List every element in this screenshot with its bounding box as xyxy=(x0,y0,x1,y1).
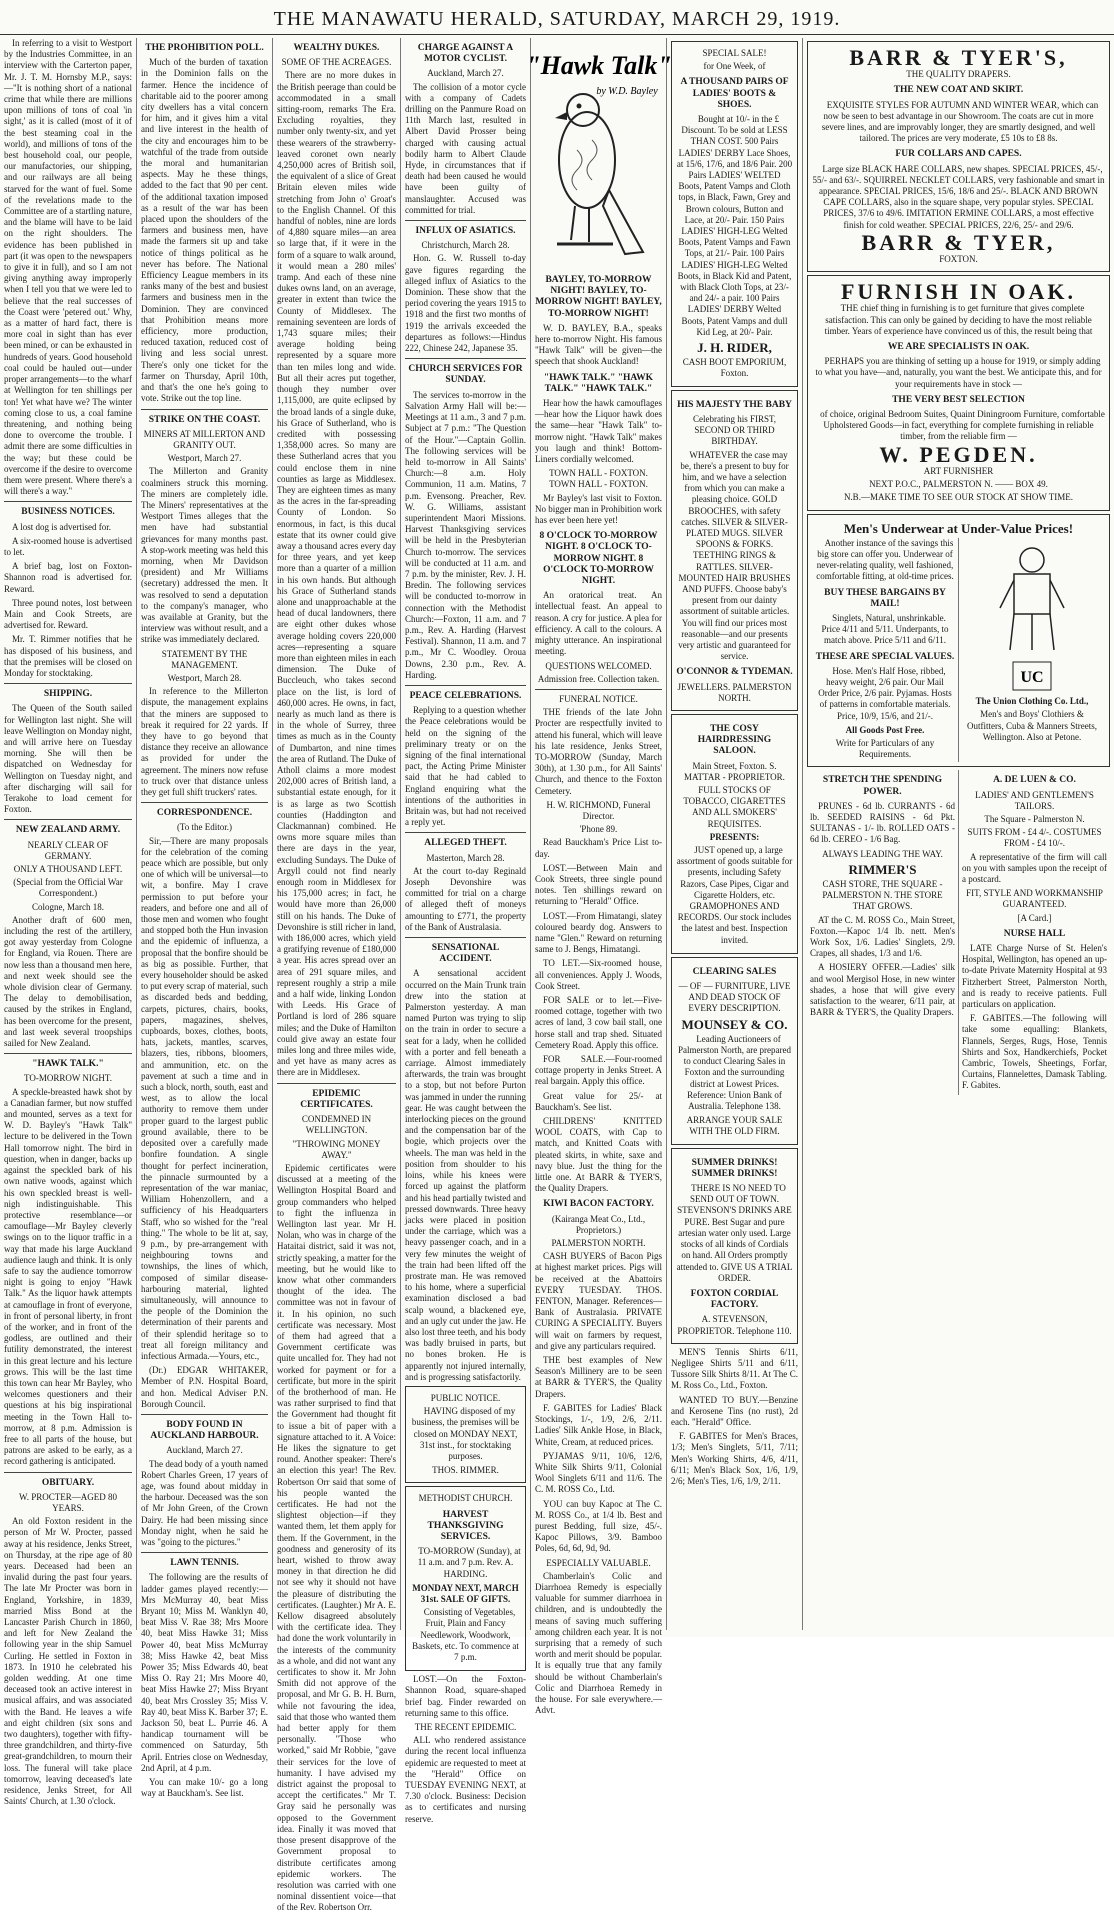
summer-drinks-ad xyxy=(671,1148,798,1344)
section-heading: CORRESPONDENCE. xyxy=(156,808,253,819)
svg-text:UC: UC xyxy=(1020,668,1044,686)
article-text: Hon. G. W. Russell to-day gave figures regarding the alleged influx of Asiatics to the Dominion. These show that the period covering the years 1915 to 1918 and the first two months of 1919 the arrivals exceeded the departures as follows:—Hindus 222, Chinese 242, Japanese 35. xyxy=(405,253,526,354)
column-5 xyxy=(525,38,672,1716)
ad-text: Leading Auctioneers of Palmerston North, are prepared to conduct Clearing Sales in Foxton and the surrounding district at Lowest Prices. Reference: Union Bank of Australia. Telephone 138. xyxy=(678,1033,791,1112)
article-text: At the court to-day Reginald Joseph Devonshire was committed for trial on a charge of alleged theft of moneys amounting to £771, the property of the Bank of Australasia. xyxy=(405,865,526,932)
ad-firm-sub: FOXTON. xyxy=(939,254,978,265)
ad-text: Large size BLACK HARE COLLARS, new shapes. SPECIAL PRICES, 45/-, 55/- and 63/-. SQUIRREL NECKLET COLLARS, very fashionable and smart in appearance. SPECIAL PRICES, 15/6, 18/6 and 25/-. BLACK AND BROWN CAPE COLLARS, also in the square shape, very popular styles. SPECIAL PRICES, 37/6 to 49/6. IMITATION ERMINE COLLARS, a most effective finish for cold weather. SPECIAL PRICES, 22/6, 25/- and 29/6. xyxy=(812,163,1105,230)
notice: AT the C. M. ROSS Co., Main Street, Foxton.—Kapoc 1/4 lb. nett. Men's Work Sox, 1/6. Ladies' Singlets, 2/9. Crapes, all shades, 1/3 and 1/6. xyxy=(810,914,955,959)
clearing-sales-ad xyxy=(671,957,798,1145)
ad-subtitle: MONDAY NEXT, MARCH 31st. SALE OF GIFTS. xyxy=(412,1582,519,1604)
section-heading: BODY FOUND IN AUCKLAND HARBOUR. xyxy=(150,1419,259,1442)
ad-text: THERE IS NO NEED TO SEND OUT OF TOWN. STEVENSON'S DRINKS ARE PURE. Best Sugar and pure artesian water only used. Large stocks of all kinds of Cordials on hand. All Orders promptly attended to. GIVE US A TRIAL ORDER. xyxy=(676,1183,793,1283)
ad-subtitle: THE VERY BEST SELECTION xyxy=(892,394,1025,405)
article-text: A sensational accident occurred on the Main Trunk train drew into the station at Palmerston yesterday. A man named Purton was trying to slip on the train in order to secure a seat for a lady, when he collided with a porter and fell beneath a carriage. Almost immediately afterwards, the train was brought to a stop, but not before Purton was jammed in under the running gear. He was caught between the interlocking pieces on the ground and the compensation bar of the bogie, which projects over the wheels. The man was held in the position from shoulder to his loins, while his knees were forced up against the platform and his head partially twisted and pressed downwards. Three heavy jacks were placed in position under the carriage, which was a heavy passenger coach, and in a very few minutes the weight of the train had been lifted off the prostrate man. He was removed to his home, where a superficial examination disclosed a bad scalp wound, a blackened eye, and an ugly cut under the jaw. He also lost three teeth, and his body was badly bruised in parts, but no bones broken. He is apparently not injured internally, and is progressing satisfactorily. xyxy=(405,968,526,1382)
ad-text: An oratorical treat. An intellectual feast. An appeal to reason. A cry for justice. A plea for efficiency. A call to the colours. A mighty utterance. An inspirational meeting. xyxy=(535,590,662,657)
hawk-illustration xyxy=(525,38,672,270)
ad-line: SUITS FROM - £4 4/-. COSTUMES FROM - £4 10/-. xyxy=(967,827,1102,849)
baby-gifts-ad xyxy=(671,390,798,711)
ad-line: QUESTIONS WELCOMED. xyxy=(545,660,652,671)
subheading: TO-MORROW NIGHT. xyxy=(24,1073,112,1084)
ad-subheading: — OF — FURNITURE, LIVE AND DEAD STOCK OF EVERY DESCRIPTION. xyxy=(678,981,791,1014)
section-heading: LAWN TENNIS. xyxy=(170,1558,239,1569)
subheading: (Kairanga Meat Co., Ltd., Proprietors.) xyxy=(551,1213,646,1235)
ad-title: SUMMER DRINKS! SUMMER DRINKS! xyxy=(691,1157,778,1179)
ad-text: Mr Bayley's last visit to Foxton. No bigger man in Prohibition work has ever been here yet! xyxy=(535,492,662,526)
ad-text: W. D. BAYLEY, B.A., speaks here to-morrow Night. His famous "Hawk Talk" will be given—the speech that shook Auckland! xyxy=(535,322,662,367)
section-heading: KIWI BACON FACTORY. xyxy=(543,1199,654,1210)
ad-title: Men's Underwear at Under-Value Prices! xyxy=(843,520,1074,536)
notice: Great value for 25/- at Bauckham's. See list. xyxy=(535,1090,662,1112)
subheading: MINERS AT MILLERTON AND GRANITY OUT. xyxy=(143,428,266,450)
ad-firm-name: FOXTON CORDIAL FACTORY. xyxy=(690,1288,779,1311)
ad-text: WHATEVER the case may be, there's a present to buy for him, and we have a selection from which you can make a pleasing choice. GOLD BROOCHES, with safety catches. SILVER & SILVER-PLATED MUGS. SILVER SPOONS & FORKS. TEETHING RINGS & RATTLES. SILVER-MOUNTED HAIR BRUSHES AND PUFFS. Choose baby's present from our dainty assortment of suitable articles. You will find our prices most reasonable—and our presents very artistic and guaranteed for service. xyxy=(678,449,791,662)
notice: YOU can buy Kapoc at The C. M. ROSS Co., at 1/4 lb. Best and purest Bedding, full size, 45/-. Kapoc Pillows, 3/9. Bamboo Poles, 6d, 6d, 9d, 9d. xyxy=(535,1498,662,1554)
ad-subtitle: WE ARE SPECIALISTS IN OAK. xyxy=(887,342,1030,353)
hairdressing-ad xyxy=(671,714,798,954)
ad-title: NURSE HALL xyxy=(1003,928,1066,939)
article-text: The Queen of the South sailed for Wellington last night. She will leave Wellington on Monday night, and will arrive here on Tuesday morning. She will then be dispatched on Wednesday for Wellington on Tuesday night, and after discharging will sail for Terakohe to load cement for Foxton. xyxy=(4,703,132,815)
ad-firm-name: MOUNSEY & CO. xyxy=(681,1016,788,1032)
section-heading: "HAWK TALK." xyxy=(32,1059,104,1070)
notice: LOST.—Between Main and Cook Streets, three single pound notes. Ten shillings reward on returning to "Herald" Office. xyxy=(535,862,662,907)
ad-line: Admission free. Collection taken. xyxy=(537,673,660,684)
article-text: In referring to a visit to Westport by the Industries Committee, in an interview with the Carterton paper, Mr. J. T. M. Hornsby M.P., says:—"It is nothing short of a national crime that while there are millions upon millions of tons of coal 'in sight,' as it is called (most of it of the best steaming coal in the world), and millions of tons of the best household coal, our people, our manufactories, our shipping, and our railways are all being starved for the want of fuel. Some of the revelations made to the Committee are of a startling nature, and the blame will have to be laid on the right shoulders. The evidence has been published in part (it was open to the newspapers to give it in full), and so I am not giving anything away improperly when I tell you that we were led to believe that the real successes of the Coast were 'petered out.' Why, as a matter of hard fact, there is more coal in sight than has ever been mined, or can be exhausted in hundreds of years. Good household coal could be hauled out—under proper arrangements—to the wharf at Wellington for ten shillings per ton! Yet what have we? The winter coming close to us, a coal famine threatening, and nothing being done to overcome the trouble. I admit there are some difficulties in the way; but these could be overcome if the desire to overcome them were present. Where there's a will there's a way." xyxy=(4,38,132,497)
article-text: The collision of a motor cycle with a company of Cadets drilling on the Panmure Road on 11th March last, resulted in Albert David Prosser being charged with causing actual bodily harm to Albert Claude Hyde, in circumstances that if death had been caused he would have been guilty of manslaughter. Accused was committed for trial. xyxy=(405,81,526,215)
column-2 xyxy=(136,38,272,1799)
section-heading: CHURCH SERVICES FOR SUNDAY. xyxy=(408,364,523,386)
ad-firm-sub: JEWELLERS. PALMERSTON NORTH. xyxy=(677,681,792,703)
column-7-ads xyxy=(802,38,1114,1630)
ad-text: Hear how the hawk camouflages—hear how the Liquor hawk does the same—hear "Hawk Talk" to-morrow night. "Hawk Talk" makes you laugh and think! Bottom-Liners cordially welcomed. xyxy=(535,398,662,465)
ad-firm-sub: THE QUALITY DRAPERS. xyxy=(906,69,1011,80)
venue-line: TOWN HALL - FOXTON. TOWN HALL - FOXTON. xyxy=(549,468,648,490)
ad-firm-name: BARR & TYER'S, xyxy=(849,45,1068,70)
dateline: Westport, March 27. xyxy=(167,453,242,464)
ad-text: HAVING disposed of my business, the premises will be closed on MONDAY NEXT, 31st inst., for stocktaking purposes. xyxy=(411,1406,520,1461)
ad-text: Hose. Men's Half Hose, ribbed, heavy weight, 2/6 pair. Our Mail Order Price, 2/6 pair. Pyjamas. Hosts of patterns in comfortable materials. Price, 10/9, 15/6, and 21/-. xyxy=(818,665,952,721)
subheading: ESPECIALLY VALUABLE. xyxy=(546,1557,651,1568)
column-3 xyxy=(272,38,400,1913)
section-heading: EPIDEMIC CERTIFICATES. xyxy=(300,1088,373,1110)
ad-text: Singlets, Natural, unshrinkable. Price 4/11 and 5/11. Underpants, to match above. Price 5/11 and 6/11. xyxy=(821,612,949,646)
methodist-church-ad xyxy=(405,1486,526,1671)
notice: ALL who rendered assistance during the recent local influenza epidemic are requested to meet at the "Herald" Office on TUESDAY EVENING NEXT, at 7.30 o'clock. Business: Decision as to certificates and nursing reserve. xyxy=(405,1735,526,1824)
ad-title: THE NEW COAT AND SKIRT. xyxy=(893,85,1024,96)
section-heading: SHIPPING. xyxy=(43,689,93,700)
ad-firm-sub: A. STEVENSON, PROPRIETOR. Telephone 110. xyxy=(677,1314,792,1336)
section-heading: BUSINESS NOTICES. xyxy=(21,507,115,518)
section-heading: THE PROHIBITION POLL. xyxy=(145,43,264,53)
hawk-title: "Hawk Talk" xyxy=(525,51,672,80)
ad-heading: 8 O'CLOCK TO-MORROW NIGHT. 8 O'CLOCK TO-MORROW NIGHT. 8 O'CLOCK TO-MORROW NIGHT. xyxy=(539,531,658,587)
subheading: SOME OF THE ACREAGES. xyxy=(281,57,392,68)
article-text: Another draft of 600 men, including the rest of the artillery, got away yesterday from Cologne for England, via Rouen. There are now less than a thousand men here, and next week should see the whole division clear of Germany. The delay to demobilisation, caused by the strikes in England, has been overcome for the present, and last week several troopships sailed for New Zealand. xyxy=(4,914,132,1049)
ad-title: FUR COLLARS AND CAPES. xyxy=(895,149,1022,160)
article-text: An old Foxton resident in the person of Mr W. Procter, passed away at his residence, Jenks Street, on Thursday, at the ripe age of 80 years. Deceased had been an invalid during the past four years. The late Mr Procter was born in England, Yorkshire, in 1839, married Miss Bond at the Lancaster Parish Church in 1860, and left for New Zealand the following year in the ship Samuel Curling. He settled in Foxton in 1873. In 1910 he celebrated his golden wedding. At one time deceased took an active interest in musical affairs, and was associated with the Band. He leaves a wife and eight children (six sons and two daughters), together with fifty-three grandchildren, and thirty-five great-grandchildren, to mourn their loss. The funeral will take place tomorrow, leaving deceased's late residence, Jenks Street, for All Saints' Church, at 1.30 o'clock. xyxy=(4,1516,132,1807)
masthead-title: THE MANAWATU HERALD, SATURDAY, MARCH 29, 1919. xyxy=(273,8,841,30)
ad-firm-name: A. DE LUEN & CO. xyxy=(993,775,1076,786)
ad-title: A THOUSAND PAIRS OF LADIES' BOOTS & SHOES. xyxy=(680,77,789,110)
uc-monogram xyxy=(1012,661,1052,691)
man-in-underwear-illustration xyxy=(972,538,1092,658)
article-text: The dead body of a youth named Robert Charles Green, 17 years of age, was found about midday in the harbour. Deceased was the son of Mr John Green, of the Crown Dairy. He had been missing since Monday night, when he said he was "going to the pictures." xyxy=(141,1458,268,1547)
column-4 xyxy=(400,38,530,1824)
ad-text: of choice, original Bedroom Suites, Quaint Diningroom Furniture, comfortable Upholstered Goods—in fact, everything for complete furnishing in reliable timber, from the reliable firm — xyxy=(820,409,1105,442)
notice: F. GABITES for Men's Braces, 1/3; Men's Singlets, 5/11, 7/11; Men's Working Shirts, 4/6, 4/11, 6/11; Men's Black Sox, 1/6, 1/9, 2/6; Men's Ties, 1/6, 1/9, 2/11. xyxy=(671,1431,798,1486)
ad-title: HARVEST THANKSGIVING SERVICES. xyxy=(427,1509,504,1542)
ad-line: All Goods Post Free. xyxy=(845,724,925,735)
notice: You can make 10/- go a long way at Bauckham's. See list. xyxy=(141,1777,268,1799)
union-clothing-ad xyxy=(807,514,1110,768)
ad-firm-sub: CASH BOOT EMPORIUM, Foxton. xyxy=(682,357,787,379)
ad-text: TO-MORROW (Sunday), at 11 a.m. and 7 p.m. Rev. A. HARDING. xyxy=(417,1546,521,1579)
section-heading: STRIKE ON THE COAST. xyxy=(148,414,261,425)
ad-text: EXQUISITE STYLES FOR AUTUMN AND WINTER WEAR, which can now be seen to best advantage in our Showroom. The coats are cut in more severe lines, and are improvably longer, they are smartly designed, and well tailored. The prices are very moderate, £5 10s to £8 8s. xyxy=(821,99,1099,144)
column-1 xyxy=(0,38,136,1807)
subheading: (To the Editor.) xyxy=(176,822,233,833)
notice: Chamberlain's Colic and Diarrhoea Remedy is especially valuable for summer diarrhoea in children, and is undoubtedly the means of saving much suffering among children each year. It is not surprising that a remedy of such worth and merit should be popular. It is equally true that any family should be without Chamberlain's Colic and Diarrhoea Remedy in the house. For sale everywhere.—Advt. xyxy=(535,1570,662,1716)
ad-firm-sub: LADIES' AND GENTLEMEN'S TAILORS. xyxy=(975,789,1094,811)
article-text: Replying to a question whether the Peace celebrations would be held on the signing of the preliminary treaty or on the signing of the final international pact, the Acting Prime Minister said that he had cabled to England enquiring what the intentions of the authorities in Britain was, but had not received a reply yet. xyxy=(405,705,526,828)
article-text: Much of the burden of taxation in the Dominion falls on the farmer. Hence the incidence of charitable aid to the poorer among city dwellers has a vital concern for him, and it gives him a vital and live interest in the health of the city and encourages him to be watchful of the trade from outside the moral and humanitarian aspects. May he these things, added to the fact that 90 per cent. of the additional taxation imposed as a result of the war has been placed upon the shoulders of the farmers and business men, have made the farmers sit up and take notice of things political as he never has before. The National Efficiency League members in its ranks many of the best and busiest farmers and business men in the Dominion. They are convinced that Prohibition means more efficiency, more production, reduced taxation, reduced cost of living and less social unrest. There's only one ticket for the farmer on Thursday, April 10th, and that's the one he's going to vote. Strike out the top line. xyxy=(141,57,268,404)
article-text: Sir,—There are many proposals for the celebration of the coming peace which are possible, but only one of which will be universal—to wit, a bonfire. May I crave permission to put before your readers, and before one and all of those men and women who fought and stopped both the Hun invasion and the epidemic of influenza, a proposal that the bonfire should be as big as possible. Further, that every householder should be asked to put every scrap of material, such as discarded beds and bedding, carpets, pictures, chairs, books, papers, magazines, shelves, cupboards, boxes, clothes, boots, hats, jackets, mantles, scarves, blazers, ties, ribbons, bloomers, and ammunition, etc. on the pavement at such a time and in such a block, north, south, east and west, as to allow the local authority to remove them under proper guard to the largest public ground available, there to be deposited over a carefully made bonfire foundation. A single thought for perfect incineration, the pinnacle surmounted by a representation of the war maniac, William Hohenzollern, and a sufficiency of his Headquarters Staff, who so wished for the "real thing." The whole to be lit at, say, 9 p.m., by pre-arrangement with neighbouring towns and townships, the lines of which, composed of similar disease-harbouring material, lighted simultaneously, will announce to the people of the Dominion the determination of their parents and of their splendid heritage so to treat all foreign militancy and infectious Armada.—Yours, etc., xyxy=(141,835,268,1361)
phone-line: 'Phone 89. xyxy=(579,824,618,835)
notice: TO LET.—Six-roomed house, all conveniences. Apply J. Woods, Cook Street. xyxy=(535,958,662,991)
ad-firm-name: J. H. RIDER, xyxy=(697,340,772,356)
subheading: CONDEMNED IN WELLINGTON. xyxy=(301,1114,372,1136)
ad-subtitle: THESE ARE SPECIAL VALUES. xyxy=(815,651,955,662)
source-line: (Special from the Official War Correspondent.) xyxy=(13,877,123,899)
subheading: PALMERSTON NORTH. xyxy=(551,1238,646,1249)
dateline: Christchurch, March 28. xyxy=(421,240,510,251)
article-text: The Millerton and Granity coalminers struck this morning. The miners are completely idle. The Miners' representatives at the Westport Times alleges that the men have had substantial grievances for many months past. A stop-work meeting was held this morning, when Mr Davidson (president) and Mr Williams (secretary) addressed the men. It was resolved to send a deputation to the company's manager, who was available at Granity, but the interview was without result, and a strike was immediately declared. xyxy=(141,466,268,645)
ad-firm-name: RIMMER'S xyxy=(848,861,917,877)
notice: LOST.—On the Foxton-Shannon Road, square-shaped brief bag. Finder rewarded on returning same to this office. xyxy=(405,1674,526,1718)
ad-subheading: for One Week, of xyxy=(703,61,766,72)
ad-title: CLEARING SALES xyxy=(692,966,777,977)
column-6 xyxy=(666,38,802,1630)
ad-title: HIS MAJESTY THE BABY xyxy=(677,399,792,410)
signature-text: (Dr.) EDGAR WHITAKER, Member of P.N. Hospital Board, and hon. Medical Adviser P.N. Borough Council. xyxy=(141,1365,268,1409)
notice: FOR SALE.—Four-roomed cottage property in Jenks Street. A real bargain. Apply this office. xyxy=(535,1054,662,1087)
ad-line: [A Card.] xyxy=(1017,912,1052,923)
section-heading: NEW ZEALAND ARMY. xyxy=(15,825,121,836)
ad-subheading: Celebrating his FIRST, SECOND OR THIRD BIRTHDAY. xyxy=(692,413,777,447)
article-text: Epidemic certificates were discussed at a meeting of the Wellington Hospital Board and group commanders who helped to fight the influenza in Wellington last year. Mr H. Nolan, who was in charge of the Hataitai district, said it was not, strictly speaking, a matter for the meeting, but he would like to know what other commanders thought of the idea. The committee was not in favour of it. In his opinion, no such certificate was necessary. Most of them had agreed that a Government certificate was quite uncalled for. They had not worked for payment or for a certificate, but more in the spirit of the brotherhood of man. He was rather surprised to find that the Government had thought fit to issue a bit of paper with a signature attached to it. A Voice: He likes the signature to get round. Another speaker: There's an election this year! The Rev. Robertson Orr said that some of his people wanted the certificates. He had not the slightest objection—if they wanted them, let them apply for them. If the Government, in the goodness and generosity of its heart, wished to throw away money in that direction he did not see why it should not have the pleasure of distributing the certificates. (Laughter.) Mr A. E. Kellow disagreed absolutely with the certificate idea. They had done the work voluntarily in the interests of the community as a whole, and did not want any certificates to show it. Mr John Smith did not approve of the proposal, and Mr G. B. H. Burn, while not favouring the idea, said that those who wanted them had better apply for them personally. "Those who worked," said Mr Robbie, "gave their services for the love of humanity. I have advised my district against the proposal to accept the certificates." Mr T. Gray said he personally was opposed to the Government idea. Finally it was moved that those present disapprove of the Government proposal to distribute certificates among epidemic workers. The resolution was carried with one nominal dissentient voice—that of the Rev. Robertson Orr. xyxy=(277,1162,396,1913)
ad-heading: BAYLEY, TO-MORROW NIGHT! BAYLEY, TO-MORROW NIGHT! BAYLEY, TO-MORROW NIGHT! xyxy=(535,275,662,319)
dateline: Cologne, March 18. xyxy=(32,901,104,912)
public-notice-ad xyxy=(405,1386,526,1483)
ad-text: JUST opened up, a large assortment of goods suitable for presents, including Safety Razors, Case Pipes, Cigar and Cigarette Holders, etc. GRAMOPHONES AND RECORDS. Our stock includes the latest and best. Inspection invited. xyxy=(676,845,793,945)
ad-signature: THOS. RIMMER. xyxy=(432,1465,499,1476)
ad-text: CASH BUYERS of Bacon Pigs at highest market prices. Pigs will be received at the Abattoirs EVERY TUESDAY. THOS. FENTON, Manager. References—Bank of Australasia. PRIVATE CURING A SPECIALITY. Buyers will wait on farmers by request, and give any particulars required. xyxy=(535,1251,662,1351)
ad-subheading: Main Street, Foxton. S. MATTAR - PROPRIETOR. xyxy=(684,760,785,782)
article-text: In reference to the Millerton dispute, the management explains that the miners are supposed to break it required for 22 yards. If they have to go beyond that distance they receive an allowance as provided for under the agreement. The miners now refuse to truck over that distance unless they get full shift truckers' rates. xyxy=(141,686,268,797)
notice: WANTED TO BUY.—Benzine and Kerosene Tins (no rust), 2d each. "Herald" Office. xyxy=(671,1394,798,1427)
notice: THE best examples of New Season's Millinery are to be seen at BARR & TYER'S, the Quality Drapers. xyxy=(535,1355,662,1399)
pegden-oak-ad xyxy=(807,275,1110,510)
ad-heading: SPECIAL SALE! xyxy=(702,48,767,58)
subheading: "THROWING MONEY AWAY." xyxy=(292,1138,381,1160)
ad-line: Write for Particulars of any Requirements. xyxy=(835,737,935,760)
notice: Read Bauckham's Price List to-day. xyxy=(535,837,662,859)
ad-title: THE COSY HAIRDRESSING SALOON. xyxy=(697,723,772,757)
ad-heading: PUBLIC NOTICE. xyxy=(430,1392,501,1403)
ad-firm-name: The Union Clothing Co. Ltd., xyxy=(975,696,1089,707)
notice: A brief bag, lost on Foxton-Shannon road is advertised for. Reward. xyxy=(4,561,132,594)
notice: F. GABITES for Ladies' Black Stockings, 1/-, 1/9, 2/6, 2/11. Ladies' Silk Ankle Hose, in Black, White, Cream, at reduced prices. xyxy=(535,1402,662,1447)
ad-line: ARRANGE YOUR SALE WITH THE OLD FIRM. xyxy=(686,1115,783,1137)
section-heading: FUNERAL NOTICE. xyxy=(559,693,638,704)
notice: FOR SALE or to let.—Five-roomed cottage, together with two acres of land, 3 cow bail stall, one horse stall and trap shed. Situated Cemetery Road. Apply this office. xyxy=(535,994,662,1050)
notice: Mr. T. Rimmer notifies that he has disposed of his business, and that the premises will be closed on Monday for stocktaking. xyxy=(4,634,132,678)
notice: A lost dog is advertised for. xyxy=(12,521,111,532)
notice: LOST.—From Himatangi, slatey coloured beardy dog. Answers to name "Glen." Reward on returning same to J. Bengs, Himatangi. xyxy=(535,910,662,955)
ad-line: PRESENTS: xyxy=(709,831,760,842)
notice: PYJAMAS 9/11, 10/6, 12/6, White Silk Shirts 9/11, Colonial Wool Singlets 6/11 and 11/6. The C. M. ROSS Co., Ltd. xyxy=(535,1450,662,1495)
ad-firm-sub: Men's and Boys' Clothiers & Outfitters, Cuba & Manners Streets, Wellington. Also at Petone. xyxy=(967,709,1097,742)
masthead xyxy=(0,0,1114,35)
section-heading: SENSATIONAL ACCIDENT. xyxy=(431,943,500,965)
ad-address: NEXT P.O.C., PALMERSTON N. —— BOX 49. xyxy=(869,479,1048,490)
dateline: Auckland, March 27. xyxy=(427,68,504,79)
section-heading: WEALTHY DUKES. xyxy=(293,43,380,53)
ad-firm-name: W. PEGDEN. xyxy=(879,441,1038,467)
section-heading: CHARGE AGAINST A MOTOR CYCLIST. xyxy=(417,43,514,65)
ad-line: FIT, STYLE AND WORKMANSHIP GUARANTEED. xyxy=(966,888,1103,910)
section-heading: INFLUX OF ASIATICS. xyxy=(415,226,516,237)
notice: THE friends of the late John Procter are respectfully invited to attend his funeral, which will leave his late residence, Jenks Street, TO-MORROW (Sunday, March 30th), at 1.30 p.m., for All Saints' Church, and thence to the Foxton Cemetery. xyxy=(535,707,662,796)
section-heading: ALLEGED THEFT. xyxy=(424,838,507,849)
ad-firm-name: BARR & TYER, xyxy=(861,229,1056,255)
ad-firm-sub: CASH STORE, THE SQUARE - PALMERSTON N. THE STORE THAT GROWS. xyxy=(822,878,943,912)
article-text: The following are the results of ladder games played recently:—Mrs McMurray 40, beat Miss Bryant 10; Miss M. Wanklyn 40, beat Miss V. Rae 38; Mrs Moore 40, beat Miss Hawke 31; Miss Power 40, beat Miss McMurray 38; Miss Hawke 42, beat Miss Power 35; Miss Edwards 40, beat Miss O. Ray 21; Mrs Moore 40, beat Miss Hawke 27; Miss Bryant 40, beat Mrs Crossley 35; Miss V. Ray 40, beat Miss K. Barber 37; E. Jackson 50, beat L. Purrie 46. A handicap tournament will be commenced on Saturday, 5th April. Entries close on Wednesday, 2nd April, at 4 p.m. xyxy=(141,1572,268,1773)
ad-heading: METHODIST CHURCH. xyxy=(418,1493,513,1504)
notice: CHILDRENS' KNITTED WOOL COATS, with Cap to match, and Knitted Coats with pleated skirts, in white, saxe and navy blue. Just the thing for the little one. At BARR & TYER'S, the Quality Drapers. xyxy=(535,1116,662,1194)
notice: A HOSIERY OFFER.—Ladies' silk and wool Mergisol Hose, in new winter shades, a hose that will give every satisfaction to the wearer, 6/11 pair, at BARR & TYER'S, the Quality Drapers. xyxy=(810,962,955,1018)
barr-tyer-ad xyxy=(807,41,1110,272)
ad-text: Consisting of Vegetables, Fruit, Plain and Fancy Needlework, Woodwork, Baskets, etc. To commence at 7 p.m. xyxy=(412,1607,519,1663)
hawk-byline: by W.D. Bayley xyxy=(595,86,658,97)
subheading: STATEMENT BY THE MANAGEMENT. xyxy=(161,648,248,670)
ad-firm-sub: ART FURNISHER xyxy=(923,465,994,476)
notice: Three pound notes, lost between Main and Cook Streets, are advertised for. Reward. xyxy=(4,597,132,631)
notice: LATE Charge Nurse of St. Helen's Hospital, Wellington, has opened an up-to-date Private Maternity Hospital at 93 Fitzherbert Street, Palmerston North, and is ready to receive patients. Full particulars on application. xyxy=(962,943,1107,1010)
dateline: Westport, March 28. xyxy=(167,672,242,683)
notice: A six-roomed house is advertised to let. xyxy=(4,535,132,557)
ad-text: A representative of the firm will call on you with samples upon the receipt of a postcard. xyxy=(962,851,1107,884)
ad-text: PERHAPS you are thinking of setting up a house for 1919, or simply adding to what you have—and, naturally, you want the best. We anticipate this, and for your requirements have in stock — xyxy=(815,356,1102,389)
special-sale-ad xyxy=(671,41,798,387)
article-text: A speckle-breasted hawk shot by a Canadian farmer, but now stuffed and mounted, serves as a text for W. D. Bayley's "Hawk Talk" lecture to be delivered in the Town Hall tomorrow night. The bird in question, when in danger, backs up against the speckled bark of his own native woods, against which his own speckled breast is well-nigh indistinguishable. This protective resemblance—or camouflage—Mr Bayley cleverly swings on to the liquor traffic in a way that made his large Auckland audience laugh and think. It is only safe to say the audience tomorrow night is going to enjoy "Hawk Talk." As the liquor hawk attempts at camouflage in front of everyone, in front of personal liberty, in front of the worker, and in front of the godless, are outlined and their futility demonstrated, the interest in this great lecture and his lecture grows. This will be the last time this town can hear Mr Bayley, who welcomes questioners and their questions at his big inspirational meeting in the Town Hall to-morrow, at 8 p.m. Admission is free to all parts of the house, but patrons are asked to be early, as a record gathering is anticipated. xyxy=(4,1086,132,1467)
article-text: There are no more dukes in the British peerage than could be accommodated in a small sitting-room, remarks The Era. Excluding royalties, they number only twenty-six, and yet these wearers of the strawberry-leaved coronet own nearly 4,250,000 acres of British soil, the equivalent of a slice of Great Britain eleven miles wide stretching from John o' Groat's to the English Channel. Of this handful of nobles, nine are lords of 4,880 square miles—an area so large that, if it were in the form of a square to walk around, it would mean a 280 miles' tramp. And each of these nine dukes owns land, on an average, greater in extent than twice the County of Middlesex. The remaining seventeen are lords of 1,743 square miles; their average holding being represented by a square more than ten miles long and wide. But all their acres put together, though they number over 1,115,000, are quite eclipsed by the broad lands of a single duke, his Grace of Sutherland, who is credited with possessing 1,358,000 acres. So many are these Sutherland acres that you could enclose them in nine counties as large as Middlesex. They are eighteen times as many as the acres in the far-spreading County of London. So enormous, in fact, is this ducal estate that its owner could give away a thousand acres every day for three years, and yet keep more than a quarter of a million in his own hands. But although his Grace of Sutherland stands alone and unapproachable at the head of ducal landowners, there are eight other dukes whose average holding covers 220,000 acres—representing a square more than eighteen miles in each dimension. The Duke of Buccleuch, who takes second place on the list, is lord of 460,000 acres. He owns, in fact, nearly as much land as there is in the whole of Surrey, three times as much as in the County of Dumbarton, and nine times the area of Rutland. The Duke of Atholl claims a more modest 202,000 acres of British land, a substantial estate enough, for it is as large as two Scottish counties (Haddington and Clackmannan) combined. He owns more square miles than there are days in the year, excluding Sundays. The Duke of Argyll could not find nearly enough room in Middlesex for his 175,000 acres; in fact, he would have more than 26,000 still on his hands. The Duke of Devonshire is still richer in land, with 186,000 acres, which yield a gratifying revenue of £180,000 a year. His acres spread over an area of 291 square miles, and represent roughly a strip a mile and a half wide, linking London with Leeds. His Grace of Portland is lord of 286 square miles; and the Duke of Hamilton could give away an estate four miles long and three miles wide, and yet have as many acres as there are in Middlesex. xyxy=(277,70,396,1078)
ad-title: FURNISH IN OAK. xyxy=(840,279,1077,305)
ad-firm-name: O'CONNOR & TYDEMAN. xyxy=(676,667,793,678)
subheading: ONLY A THOUSAND LEFT. xyxy=(13,864,123,875)
ad-heading: "HAWK TALK." "HAWK TALK." "HAWK TALK." xyxy=(543,372,654,394)
section-heading: OBITUARY. xyxy=(41,1477,95,1488)
ad-subtitle: BUY THESE BARGAINS BY MAIL! xyxy=(824,587,946,609)
ad-title: STRETCH THE SPENDING POWER. xyxy=(822,775,943,797)
dateline: Masterton, March 28. xyxy=(426,852,505,863)
ad-text: Another instance of the savings this big store can offer you. Underwear of never-relating quality, well fashioned, comfortable fitting, at old-time prices. xyxy=(816,537,954,582)
subheading: THE RECENT EPIDEMIC. xyxy=(414,1722,517,1733)
subheading: NEARLY CLEAR OF GERMANY. xyxy=(27,839,109,861)
ad-line: ALWAYS LEADING THE WAY. xyxy=(822,848,943,859)
ad-text: Bought at 10/- in the £ Discount. To be sold at LESS THAN COST. 500 Pairs LADIES' DERBY Lace Shoes, at 15/6, 17/6, and 18/6 Pair. 200 Pairs LADIES' WELTED Boots, Patent Vamps and Cloth tops, in Black, Fawn, Grey and Brown colours, Button and Lace, at 20/- Pair. 150 Pairs LADIES' HIGH-LEG Welted Boots, Patent Vamps and Fawn Tops, at 21/- Pair. 100 Pairs LADIES' HIGH-LEG Welted Boots, in Black Kid and Patent, with Black Cloth Tops, at 23/- and 24/- a pair. 100 Pairs LADIES' DERBY Welted Boots, Patent Vamps and dull Kid Leg, at 20/- Pair. xyxy=(676,114,793,337)
signature-text: H. W. RICHMOND, Funeral Director. xyxy=(546,799,651,821)
notice: MEN'S Tennis Shirts 6/11, Negligee Shirts 5/11 and 6/11, Tussore Silk Shirts 8/11. At The C. M. Ross Co., Ltd., Foxton. xyxy=(671,1346,798,1391)
ad-line: N.B.—MAKE TIME TO SEE OUR STOCK AT SHOW TIME. xyxy=(843,492,1074,503)
ad-line: FULL STOCKS OF TOBACCO, CIGARETTES AND ALL SMOKERS' REQUISITES. xyxy=(683,784,786,829)
ad-text: THE chief thing in furnishing is to get furniture that gives complete satisfaction. This can only be gained by deciding to have the most reliable timber. Years of experience have convinced us of this, the result being that xyxy=(824,303,1093,336)
price-list: PRUNES - 6d lb. CURRANTS - 6d lb. SEEDED RAISINS - 6d Pkt. SULTANAS - 1/- lb. ROLLED OATS - 6d lb. CEREO - 1/6 Bag. xyxy=(810,800,955,845)
dateline: Auckland, March 27. xyxy=(166,1445,243,1456)
article-text: The services to-morrow in the Salvation Army Hall will be:—Meetings at 11 a.m., 3 and 7 p.m. Subject at 7 p.m.: "The Question of the Hour."—Captain Gollin. The following services will be held to-morrow in All Saints' Church:—8 a.m. Holy Communion, 11 a.m. Matins, 7 p.m. Evensong. Preacher, Rev. W. G. Williams, assistant superintendent Maori Missions. Harvest Thanksgiving services will be held in the Presbyterian Church to-morrow. The services will be conducted at 11 a.m. and 7 p.m. by the minister, Rev. J. H. Bredin. The following services will be conducted to-morrow in connection with the Methodist Church:—Foxton, 11 a.m. and 7 p.m., Rev. A. Harding (Harvest Festival). Shannon, 11 a.m. and 7 p.m., Mr C. Woodley. Oroua Downs, 2.30 p.m., Rev. A. Harding. xyxy=(405,389,526,680)
ad-address: The Square - Palmerston N. xyxy=(984,813,1085,824)
notice: F. GABITES.—The following will take some equalling: Blankets, Flannels, Serges, Rugs, Hose, Tennis Shirts and Sox, Handkerchiefs, Pocket Cambric, Towels, Sheetings, Forfar, Curtains, Flannelettes, Damask Tabling. F. Gabites. xyxy=(962,1013,1107,1091)
section-heading: PEACE CELEBRATIONS. xyxy=(409,690,522,701)
subheading: W. PROCTER—AGED 80 YEARS. xyxy=(19,1491,117,1513)
